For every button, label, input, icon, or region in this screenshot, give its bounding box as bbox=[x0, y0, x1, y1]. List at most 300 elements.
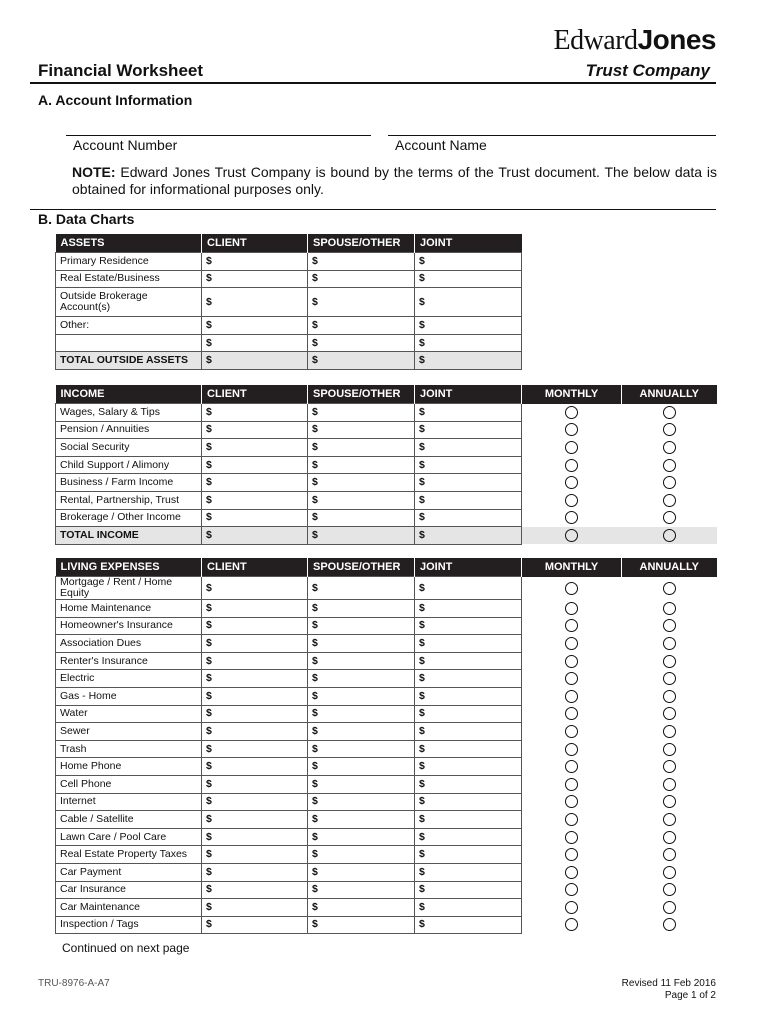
client-amount-field[interactable]: $ bbox=[202, 687, 308, 705]
spouse-other-amount-field[interactable]: $ bbox=[308, 617, 415, 635]
row-label: Social Security bbox=[56, 439, 202, 457]
spouse-other-amount-field[interactable]: $ bbox=[308, 705, 415, 723]
table-row bbox=[56, 811, 717, 829]
spouse-other-amount-field[interactable]: $ bbox=[308, 828, 415, 846]
client-amount-field[interactable]: $ bbox=[202, 793, 308, 811]
joint-amount-field[interactable]: $ bbox=[415, 474, 522, 492]
annually-cell bbox=[622, 670, 717, 688]
annually-radio[interactable] bbox=[663, 848, 676, 861]
client-amount-field[interactable]: $ bbox=[202, 474, 308, 492]
monthly-radio[interactable] bbox=[565, 672, 578, 685]
monthly-radio[interactable] bbox=[565, 602, 578, 615]
table-row bbox=[56, 652, 717, 670]
assets-table bbox=[55, 234, 522, 370]
income-col-header-2: SPOUSE/OTHER bbox=[308, 385, 415, 404]
monthly-cell bbox=[522, 916, 622, 934]
continued-note: Continued on next page bbox=[62, 941, 190, 955]
annually-cell bbox=[622, 474, 717, 492]
client-amount-field[interactable]: $ bbox=[202, 288, 308, 317]
monthly-cell bbox=[522, 740, 622, 758]
annually-radio[interactable] bbox=[663, 476, 676, 489]
row-label: Other: bbox=[56, 317, 202, 335]
monthly-cell bbox=[522, 670, 622, 688]
account-number-label: Account Number bbox=[73, 137, 178, 153]
monthly-radio[interactable] bbox=[565, 619, 578, 632]
client-amount-field[interactable]: $ bbox=[202, 758, 308, 776]
spouse-other-amount-field[interactable]: $ bbox=[308, 577, 415, 600]
monthly-radio[interactable] bbox=[565, 582, 578, 595]
monthly-radio[interactable] bbox=[565, 866, 578, 879]
monthly-cell bbox=[522, 635, 622, 653]
joint-amount-field[interactable]: $ bbox=[415, 775, 522, 793]
edward-jones-logo bbox=[553, 24, 716, 57]
row-label: Cell Phone bbox=[56, 775, 202, 793]
account-name-label: Account Name bbox=[395, 137, 487, 153]
table-row bbox=[56, 617, 717, 635]
spouse-other-amount-field[interactable]: $ bbox=[308, 687, 415, 705]
joint-amount-field[interactable]: $ bbox=[415, 846, 522, 864]
client-amount-field[interactable]: $ bbox=[202, 317, 308, 335]
joint-amount-field[interactable]: $ bbox=[415, 491, 522, 509]
joint-amount-field[interactable]: $ bbox=[415, 334, 522, 352]
row-label: Renter's Insurance bbox=[56, 652, 202, 670]
section-b-divider bbox=[30, 209, 716, 210]
annually-radio[interactable] bbox=[663, 690, 676, 703]
monthly-radio[interactable] bbox=[565, 529, 578, 542]
table-row bbox=[56, 509, 717, 527]
spouse-other-amount-field[interactable]: $ bbox=[308, 652, 415, 670]
table-row bbox=[56, 270, 522, 288]
row-label: Business / Farm Income bbox=[56, 474, 202, 492]
assets-col-header-2: SPOUSE/OTHER bbox=[308, 234, 415, 253]
annually-cell bbox=[622, 509, 717, 527]
annually-radio[interactable] bbox=[663, 511, 676, 524]
client-amount-field[interactable]: $ bbox=[202, 899, 308, 917]
monthly-radio[interactable] bbox=[565, 743, 578, 756]
joint-amount-field[interactable]: $ bbox=[415, 705, 522, 723]
monthly-radio[interactable] bbox=[565, 511, 578, 524]
row-label: Mortgage / Rent / Home Equity bbox=[56, 577, 202, 600]
row-label: Car Insurance bbox=[56, 881, 202, 899]
monthly-radio[interactable] bbox=[565, 423, 578, 436]
joint-amount-field[interactable]: $ bbox=[415, 899, 522, 917]
account-name-field[interactable] bbox=[388, 135, 716, 136]
row-label: Brokerage / Other Income bbox=[56, 509, 202, 527]
client-amount-field[interactable]: $ bbox=[202, 828, 308, 846]
living-expenses-header-row bbox=[56, 558, 717, 577]
client-amount-field[interactable]: $ bbox=[202, 404, 308, 422]
spouse-other-amount-field[interactable]: $ bbox=[308, 740, 415, 758]
table-row bbox=[56, 846, 717, 864]
revised-date: Revised 11 Feb 2016 bbox=[621, 978, 716, 989]
client-amount-field[interactable]: $ bbox=[202, 670, 308, 688]
annually-radio[interactable] bbox=[663, 423, 676, 436]
monthly-cell bbox=[522, 491, 622, 509]
annually-cell bbox=[622, 491, 717, 509]
joint-amount-field[interactable]: $ bbox=[415, 670, 522, 688]
annually-radio[interactable] bbox=[663, 672, 676, 685]
income-header-row bbox=[56, 385, 717, 404]
row-label: Wages, Salary & Tips bbox=[56, 404, 202, 422]
assets-header-row bbox=[56, 234, 522, 253]
annually-cell bbox=[622, 687, 717, 705]
table-row bbox=[56, 775, 717, 793]
row-label: Gas - Home bbox=[56, 687, 202, 705]
living_expenses-col-header-5: ANNUALLY bbox=[622, 558, 717, 577]
spouse-other-amount-field[interactable]: $ bbox=[308, 421, 415, 439]
spouse-other-amount-field[interactable]: $ bbox=[308, 775, 415, 793]
monthly-cell bbox=[522, 617, 622, 635]
annually-cell bbox=[622, 916, 717, 934]
annually-radio[interactable] bbox=[663, 725, 676, 738]
document-subtitle: Trust Company bbox=[585, 61, 710, 80]
client-amount-field[interactable]: $ bbox=[202, 577, 308, 600]
assets-total-row bbox=[56, 352, 522, 370]
annually-cell bbox=[622, 846, 717, 864]
living_expenses-col-header-3: JOINT bbox=[415, 558, 522, 577]
row-label: Child Support / Alimony bbox=[56, 456, 202, 474]
spouse-other-amount-field[interactable]: $ bbox=[308, 456, 415, 474]
client-amount-field[interactable]: $ bbox=[202, 617, 308, 635]
row-label: Internet bbox=[56, 793, 202, 811]
annually-cell bbox=[622, 899, 717, 917]
account-number-field[interactable] bbox=[66, 135, 371, 136]
table-row bbox=[56, 723, 717, 741]
joint-amount-field[interactable]: $ bbox=[415, 527, 522, 545]
annually-radio[interactable] bbox=[663, 619, 676, 632]
joint-amount-field[interactable]: $ bbox=[415, 253, 522, 271]
annually-radio[interactable] bbox=[663, 582, 676, 595]
annually-radio[interactable] bbox=[663, 707, 676, 720]
client-amount-field[interactable]: $ bbox=[202, 775, 308, 793]
joint-amount-field[interactable]: $ bbox=[415, 617, 522, 635]
annually-cell bbox=[622, 439, 717, 457]
joint-amount-field[interactable]: $ bbox=[415, 456, 522, 474]
spouse-other-amount-field[interactable]: $ bbox=[308, 635, 415, 653]
row-label: Car Payment bbox=[56, 863, 202, 881]
monthly-radio[interactable] bbox=[565, 813, 578, 826]
annually-cell bbox=[622, 635, 717, 653]
spouse-other-amount-field[interactable]: $ bbox=[308, 270, 415, 288]
income-col-header-3: JOINT bbox=[415, 385, 522, 404]
monthly-radio[interactable] bbox=[565, 476, 578, 489]
row-label: Lawn Care / Pool Care bbox=[56, 828, 202, 846]
annually-radio[interactable] bbox=[663, 494, 676, 507]
table-row bbox=[56, 670, 717, 688]
table-row bbox=[56, 456, 717, 474]
monthly-radio[interactable] bbox=[565, 901, 578, 914]
annually-cell bbox=[622, 881, 717, 899]
monthly-cell bbox=[522, 846, 622, 864]
table-row bbox=[56, 288, 522, 317]
living_expenses-col-header-4: MONTHLY bbox=[522, 558, 622, 577]
annually-cell bbox=[622, 705, 717, 723]
row-label: Real Estate Property Taxes bbox=[56, 846, 202, 864]
spouse-other-amount-field[interactable]: $ bbox=[308, 670, 415, 688]
monthly-radio[interactable] bbox=[565, 918, 578, 931]
client-amount-field[interactable]: $ bbox=[202, 334, 308, 352]
monthly-radio[interactable] bbox=[565, 883, 578, 896]
joint-amount-field[interactable]: $ bbox=[415, 635, 522, 653]
joint-amount-field[interactable]: $ bbox=[415, 723, 522, 741]
monthly-cell bbox=[522, 705, 622, 723]
spouse-other-amount-field[interactable]: $ bbox=[308, 881, 415, 899]
monthly-radio[interactable] bbox=[565, 707, 578, 720]
monthly-cell bbox=[522, 899, 622, 917]
joint-amount-field[interactable]: $ bbox=[415, 828, 522, 846]
client-amount-field[interactable]: $ bbox=[202, 491, 308, 509]
client-amount-field[interactable]: $ bbox=[202, 916, 308, 934]
row-label: TOTAL OUTSIDE ASSETS bbox=[56, 352, 202, 370]
income-col-header-4: MONTHLY bbox=[522, 385, 622, 404]
monthly-cell bbox=[522, 811, 622, 829]
living_expenses-col-header-2: SPOUSE/OTHER bbox=[308, 558, 415, 577]
annually-radio[interactable] bbox=[663, 901, 676, 914]
income-col-header-5: ANNUALLY bbox=[622, 385, 717, 404]
table-row bbox=[56, 439, 717, 457]
table-row bbox=[56, 863, 717, 881]
annually-radio[interactable] bbox=[663, 883, 676, 896]
spouse-other-amount-field[interactable]: $ bbox=[308, 334, 415, 352]
spouse-other-amount-field[interactable]: $ bbox=[308, 491, 415, 509]
annually-cell bbox=[622, 863, 717, 881]
row-label: Association Dues bbox=[56, 635, 202, 653]
monthly-radio[interactable] bbox=[565, 848, 578, 861]
row-label: TOTAL INCOME bbox=[56, 527, 202, 545]
annually-cell bbox=[622, 740, 717, 758]
assets-col-header-1: CLIENT bbox=[202, 234, 308, 253]
row-label bbox=[56, 334, 202, 352]
monthly-radio[interactable] bbox=[565, 494, 578, 507]
spouse-other-amount-field[interactable]: $ bbox=[308, 846, 415, 864]
annually-cell bbox=[622, 577, 717, 600]
spouse-other-amount-field[interactable]: $ bbox=[308, 527, 415, 545]
monthly-cell bbox=[522, 687, 622, 705]
table-row bbox=[56, 793, 717, 811]
row-label: Outside Brokerage Account(s) bbox=[56, 288, 202, 317]
annually-radio[interactable] bbox=[663, 795, 676, 808]
monthly-cell bbox=[522, 509, 622, 527]
client-amount-field[interactable]: $ bbox=[202, 352, 308, 370]
table-row bbox=[56, 635, 717, 653]
monthly-radio[interactable] bbox=[565, 690, 578, 703]
client-amount-field[interactable]: $ bbox=[202, 863, 308, 881]
client-amount-field[interactable]: $ bbox=[202, 527, 308, 545]
spouse-other-amount-field[interactable]: $ bbox=[308, 758, 415, 776]
assets-col-header-0: ASSETS bbox=[56, 234, 202, 253]
form-code: TRU-8976-A-A7 bbox=[38, 978, 110, 989]
monthly-cell bbox=[522, 527, 622, 545]
monthly-cell bbox=[522, 577, 622, 600]
annually-radio[interactable] bbox=[663, 778, 676, 791]
row-label: Primary Residence bbox=[56, 253, 202, 271]
client-amount-field[interactable]: $ bbox=[202, 270, 308, 288]
annually-radio[interactable] bbox=[663, 406, 676, 419]
monthly-cell bbox=[522, 881, 622, 899]
client-amount-field[interactable]: $ bbox=[202, 439, 308, 457]
row-label: Trash bbox=[56, 740, 202, 758]
spouse-other-amount-field[interactable]: $ bbox=[308, 723, 415, 741]
annually-cell bbox=[622, 811, 717, 829]
client-amount-field[interactable]: $ bbox=[202, 811, 308, 829]
row-label: Car Maintenance bbox=[56, 899, 202, 917]
annually-cell bbox=[622, 758, 717, 776]
table-row bbox=[56, 758, 717, 776]
joint-amount-field[interactable]: $ bbox=[415, 317, 522, 335]
table-row bbox=[56, 491, 717, 509]
monthly-radio[interactable] bbox=[565, 778, 578, 791]
monthly-radio[interactable] bbox=[565, 655, 578, 668]
row-label: Water bbox=[56, 705, 202, 723]
monthly-radio[interactable] bbox=[565, 760, 578, 773]
joint-amount-field[interactable]: $ bbox=[415, 600, 522, 618]
spouse-other-amount-field[interactable]: $ bbox=[308, 916, 415, 934]
monthly-cell bbox=[522, 600, 622, 618]
annually-radio[interactable] bbox=[663, 655, 676, 668]
note-label: NOTE: bbox=[72, 164, 116, 180]
spouse-other-amount-field[interactable]: $ bbox=[308, 863, 415, 881]
table-row bbox=[56, 334, 522, 352]
monthly-cell bbox=[522, 758, 622, 776]
monthly-radio[interactable] bbox=[565, 441, 578, 454]
joint-amount-field[interactable]: $ bbox=[415, 652, 522, 670]
joint-amount-field[interactable]: $ bbox=[415, 270, 522, 288]
joint-amount-field[interactable]: $ bbox=[415, 793, 522, 811]
client-amount-field[interactable]: $ bbox=[202, 421, 308, 439]
annually-radio[interactable] bbox=[663, 831, 676, 844]
spouse-other-amount-field[interactable]: $ bbox=[308, 509, 415, 527]
client-amount-field[interactable]: $ bbox=[202, 456, 308, 474]
monthly-radio[interactable] bbox=[565, 831, 578, 844]
spouse-other-amount-field[interactable]: $ bbox=[308, 439, 415, 457]
annually-cell bbox=[622, 527, 717, 545]
annually-radio[interactable] bbox=[663, 918, 676, 931]
table-row bbox=[56, 253, 522, 271]
page-number: Page 1 of 2 bbox=[664, 990, 716, 1001]
joint-amount-field[interactable]: $ bbox=[415, 439, 522, 457]
annually-cell bbox=[622, 617, 717, 635]
joint-amount-field[interactable]: $ bbox=[415, 352, 522, 370]
row-label: Sewer bbox=[56, 723, 202, 741]
annually-cell bbox=[622, 404, 717, 422]
revision-info bbox=[622, 978, 716, 1002]
table-row bbox=[56, 881, 717, 899]
joint-amount-field[interactable]: $ bbox=[415, 421, 522, 439]
client-amount-field[interactable]: $ bbox=[202, 253, 308, 271]
section-b-heading: B. Data Charts bbox=[38, 211, 135, 227]
living-expenses-table bbox=[55, 558, 717, 934]
table-row bbox=[56, 828, 717, 846]
monthly-cell bbox=[522, 723, 622, 741]
joint-amount-field[interactable]: $ bbox=[415, 404, 522, 422]
joint-amount-field[interactable]: $ bbox=[415, 863, 522, 881]
monthly-cell bbox=[522, 652, 622, 670]
table-row bbox=[56, 600, 717, 618]
joint-amount-field[interactable]: $ bbox=[415, 288, 522, 317]
annually-radio[interactable] bbox=[663, 637, 676, 650]
annually-cell bbox=[622, 600, 717, 618]
client-amount-field[interactable]: $ bbox=[202, 635, 308, 653]
table-row bbox=[56, 474, 717, 492]
spouse-other-amount-field[interactable]: $ bbox=[308, 352, 415, 370]
row-label: Cable / Satellite bbox=[56, 811, 202, 829]
spouse-other-amount-field[interactable]: $ bbox=[308, 317, 415, 335]
table-row bbox=[56, 705, 717, 723]
income-table bbox=[55, 385, 717, 545]
client-amount-field[interactable]: $ bbox=[202, 846, 308, 864]
annually-cell bbox=[622, 723, 717, 741]
joint-amount-field[interactable]: $ bbox=[415, 577, 522, 600]
joint-amount-field[interactable]: $ bbox=[415, 740, 522, 758]
monthly-cell bbox=[522, 775, 622, 793]
row-label: Inspection / Tags bbox=[56, 916, 202, 934]
joint-amount-field[interactable]: $ bbox=[415, 881, 522, 899]
monthly-radio[interactable] bbox=[565, 637, 578, 650]
annually-cell bbox=[622, 456, 717, 474]
annually-radio[interactable] bbox=[663, 866, 676, 879]
client-amount-field[interactable]: $ bbox=[202, 705, 308, 723]
spouse-other-amount-field[interactable]: $ bbox=[308, 600, 415, 618]
annually-radio[interactable] bbox=[663, 459, 676, 472]
client-amount-field[interactable]: $ bbox=[202, 881, 308, 899]
monthly-radio[interactable] bbox=[565, 459, 578, 472]
monthly-radio[interactable] bbox=[565, 795, 578, 808]
spouse-other-amount-field[interactable]: $ bbox=[308, 474, 415, 492]
client-amount-field[interactable]: $ bbox=[202, 652, 308, 670]
row-label: Electric bbox=[56, 670, 202, 688]
annually-radio[interactable] bbox=[663, 813, 676, 826]
joint-amount-field[interactable]: $ bbox=[415, 687, 522, 705]
client-amount-field[interactable]: $ bbox=[202, 723, 308, 741]
monthly-cell bbox=[522, 863, 622, 881]
monthly-radio[interactable] bbox=[565, 725, 578, 738]
client-amount-field[interactable]: $ bbox=[202, 509, 308, 527]
monthly-cell bbox=[522, 474, 622, 492]
living_expenses-col-header-1: CLIENT bbox=[202, 558, 308, 577]
living_expenses-col-header-0: LIVING EXPENSES bbox=[56, 558, 202, 577]
annually-radio[interactable] bbox=[663, 441, 676, 454]
spouse-other-amount-field[interactable]: $ bbox=[308, 404, 415, 422]
spouse-other-amount-field[interactable]: $ bbox=[308, 793, 415, 811]
joint-amount-field[interactable]: $ bbox=[415, 916, 522, 934]
table-row bbox=[56, 404, 717, 422]
client-amount-field[interactable]: $ bbox=[202, 600, 308, 618]
joint-amount-field[interactable]: $ bbox=[415, 758, 522, 776]
annually-radio[interactable] bbox=[663, 760, 676, 773]
note-paragraph bbox=[72, 164, 717, 198]
assets-col-header-3: JOINT bbox=[415, 234, 522, 253]
monthly-radio[interactable] bbox=[565, 406, 578, 419]
client-amount-field[interactable]: $ bbox=[202, 740, 308, 758]
table-row bbox=[56, 899, 717, 917]
spouse-other-amount-field[interactable]: $ bbox=[308, 288, 415, 317]
row-label: Rental, Partnership, Trust bbox=[56, 491, 202, 509]
logo-word-jones: Jones bbox=[637, 24, 716, 55]
spouse-other-amount-field[interactable]: $ bbox=[308, 899, 415, 917]
joint-amount-field[interactable]: $ bbox=[415, 811, 522, 829]
annually-radio[interactable] bbox=[663, 743, 676, 756]
spouse-other-amount-field[interactable]: $ bbox=[308, 811, 415, 829]
joint-amount-field[interactable]: $ bbox=[415, 509, 522, 527]
spouse-other-amount-field[interactable]: $ bbox=[308, 253, 415, 271]
row-label: Home Phone bbox=[56, 758, 202, 776]
note-text: Edward Jones Trust Company is bound by the terms of the Trust document. The below data is obtained for informational purposes only. bbox=[72, 164, 717, 197]
monthly-cell bbox=[522, 828, 622, 846]
income-total-row bbox=[56, 527, 717, 545]
income-col-header-1: CLIENT bbox=[202, 385, 308, 404]
annually-radio[interactable] bbox=[663, 602, 676, 615]
annually-radio[interactable] bbox=[663, 529, 676, 542]
